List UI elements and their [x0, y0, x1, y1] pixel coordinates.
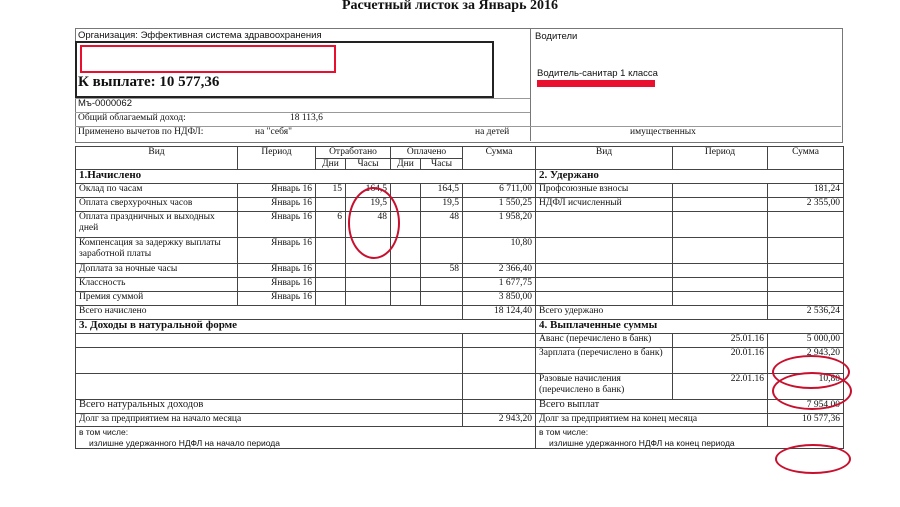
row-period: Январь 16: [238, 292, 316, 306]
row-days: 15: [316, 184, 346, 198]
row-sum: 1 677,75: [463, 278, 536, 292]
col-vid-2: Вид: [536, 147, 673, 170]
paid-period: 25.01.16: [673, 334, 768, 348]
col-days: Дни: [316, 158, 346, 170]
to-pay: К выплате: 10 577,36: [78, 74, 220, 90]
row-sum: 6 711,00: [463, 184, 536, 198]
row-period: Январь 16: [238, 278, 316, 292]
row-sum: 2 366,40: [463, 264, 536, 278]
row-phours: [421, 278, 463, 292]
col-phours: Часы: [421, 158, 463, 170]
empty-cell: [768, 264, 844, 278]
paid-sum: 2 943,20: [768, 348, 844, 374]
row-period: Январь 16: [238, 238, 316, 264]
empty-cell: [463, 334, 536, 348]
row-phours: [421, 238, 463, 264]
table-row: [76, 238, 844, 264]
empty-cell: [463, 374, 536, 400]
property-label: имущественных: [630, 127, 696, 137]
position: Водитель-санитар 1 класса: [537, 68, 658, 79]
accrued-total-value: 18 124,40: [463, 306, 536, 320]
row-phours: 19,5: [421, 198, 463, 212]
withheld-period: [673, 184, 768, 198]
row-name: Оплата сверхурочных часов: [76, 198, 238, 212]
row-pdays: [391, 264, 421, 278]
row-phours: 58: [421, 264, 463, 278]
col-period-2: Период: [673, 147, 768, 170]
row-hours: 48: [346, 212, 391, 238]
header-block: [75, 28, 843, 142]
empty-cell: [76, 348, 463, 374]
empty-cell: [463, 400, 536, 414]
payslip-table: [75, 146, 844, 449]
row-sum: 3 850,00: [463, 292, 536, 306]
paid-name: Зарплата (перечислено в банк): [536, 348, 673, 374]
debt-end-label: Долг за предприятием на конец месяца: [536, 414, 768, 427]
paid-sum: 10,80: [768, 374, 844, 400]
paid-period: 20.01.16: [673, 348, 768, 374]
annotation-oval-salary: [772, 372, 852, 410]
empty-cell: [768, 238, 844, 264]
row-pdays: [391, 184, 421, 198]
section-row: [76, 170, 844, 184]
paid-sum: 5 000,00: [768, 334, 844, 348]
row-days: 6: [316, 212, 346, 238]
table-row: [76, 278, 844, 292]
debt-start-label: Долг за предприятием на начало месяца: [76, 414, 463, 427]
col-vid: Вид: [76, 147, 238, 170]
table-header-row: [76, 147, 844, 159]
incl-end-label: в том числе:: [539, 427, 589, 437]
row-phours: 164,5: [421, 184, 463, 198]
incl-row: [76, 427, 844, 449]
table-row: [76, 264, 844, 278]
debt-end-value: 10 577,36: [768, 414, 844, 427]
deductions-label: Применено вычетов по НДФЛ:: [78, 127, 204, 137]
table-row: [76, 292, 844, 306]
empty-cell: [768, 212, 844, 238]
empty-cell: [536, 278, 673, 292]
natural-total-label: Всего натуральных доходов: [76, 400, 463, 414]
empty-cell: [673, 292, 768, 306]
row-name: Оклад по часам: [76, 184, 238, 198]
empty-cell: [768, 292, 844, 306]
table-row: [76, 212, 844, 238]
total-row: [76, 306, 844, 320]
empty-cell: [536, 292, 673, 306]
row-name: Оплата праздничных и выходных дней: [76, 212, 238, 238]
row-hours: [346, 264, 391, 278]
row-period: Январь 16: [238, 212, 316, 238]
paid-total-value: 7 954,00: [768, 400, 844, 414]
row-days: [316, 292, 346, 306]
withheld-name: НДФЛ исчисленный: [536, 198, 673, 212]
empty-cell: [536, 212, 673, 238]
redaction-mark: [537, 80, 655, 87]
empty-cell: [673, 264, 768, 278]
row-name: Доплата за ночные часы: [76, 264, 238, 278]
col-hours: Часы: [346, 158, 391, 170]
row-period: Январь 16: [238, 264, 316, 278]
col-paid: Оплачено: [391, 147, 463, 159]
section-row: [76, 320, 844, 334]
row-hours: [346, 292, 391, 306]
withheld-total-label: Всего удержано: [536, 306, 768, 320]
incl-start: [76, 427, 536, 449]
row-sum: 1 958,20: [463, 212, 536, 238]
row-period: Январь 16: [238, 184, 316, 198]
table-row: [76, 198, 844, 212]
table-row: [76, 184, 844, 198]
withheld-period: [673, 198, 768, 212]
col-sum-2: Сумма: [768, 147, 844, 170]
empty-cell: [463, 348, 536, 374]
row-pdays: [391, 292, 421, 306]
col-period: Период: [238, 147, 316, 170]
self-label: на "себя": [255, 127, 292, 137]
paid-name: Аванс (перечислено в банк): [536, 334, 673, 348]
taxable-label: Общий облагаемый доход:: [78, 113, 186, 123]
withheld-name: Профсоюзные взносы: [536, 184, 673, 198]
row-period: Январь 16: [238, 198, 316, 212]
row-hours: [346, 278, 391, 292]
withheld-total-value: 2 536,24: [768, 306, 844, 320]
row-name: Компенсация за задержку выплаты заработной платы: [76, 238, 238, 264]
org-label: Организация: Эффективная система здравоохранения: [78, 30, 322, 41]
paid-period: 22.01.16: [673, 374, 768, 400]
page-title: Расчетный листок за Январь 2016: [342, 0, 558, 13]
row-name: Премия суммой: [76, 292, 238, 306]
row-days: [316, 238, 346, 264]
tab-number: Мъ-0000062: [78, 98, 132, 109]
withheld-sum: 181,24: [768, 184, 844, 198]
debt-row: [76, 414, 844, 427]
incl-end-detail: излишне удержанного НДФЛ на конец периода: [549, 437, 735, 448]
empty-cell: [76, 374, 463, 400]
annotation-oval-hours: [348, 187, 400, 259]
empty-cell: [76, 334, 463, 348]
row-phours: [421, 292, 463, 306]
taxable-value: 18 113,6: [290, 113, 323, 123]
children-label: на детей: [475, 127, 510, 137]
empty-cell: [673, 278, 768, 292]
row-days: [316, 198, 346, 212]
row-days: [316, 278, 346, 292]
row-days: [316, 264, 346, 278]
col-pdays: Дни: [391, 158, 421, 170]
row-sum: 1 550,25: [463, 198, 536, 212]
empty-cell: [536, 264, 673, 278]
section-accrued: 1.Начислено: [76, 170, 536, 184]
incl-start-detail: излишне удержанного НДФЛ на начало периода: [89, 437, 280, 448]
paid-name: Разовые начисления (перечислено в банк): [536, 374, 673, 400]
col-sum: Сумма: [463, 147, 536, 170]
col-worked: Отработано: [316, 147, 391, 159]
table-row: [76, 334, 844, 348]
section-natural: 3. Доходы в натуральной форме: [76, 320, 536, 334]
row-pdays: [391, 278, 421, 292]
table-row: [76, 374, 844, 400]
row-sum: 10,80: [463, 238, 536, 264]
debt-start-value: 2 943,20: [463, 414, 536, 427]
table-row: [76, 348, 844, 374]
section-paid: 4. Выплаченные суммы: [536, 320, 844, 334]
paid-total-label: Всего выплат: [536, 400, 768, 414]
row-name: Классность: [76, 278, 238, 292]
row-hours: 19,5: [346, 198, 391, 212]
empty-cell: [536, 238, 673, 264]
empty-cell: [673, 212, 768, 238]
empty-cell: [673, 238, 768, 264]
department: Водители: [535, 31, 578, 42]
redaction-name: [80, 45, 336, 73]
annotation-oval-debt: [775, 444, 851, 474]
section-withheld: 2. Удержано: [536, 170, 844, 184]
row-hours: 164,5: [346, 184, 391, 198]
accrued-total-label: Всего начислено: [76, 306, 463, 320]
incl-start-label: в том числе:: [79, 427, 129, 437]
total-row: [76, 400, 844, 414]
withheld-sum: 2 355,00: [768, 198, 844, 212]
row-phours: 48: [421, 212, 463, 238]
empty-cell: [768, 278, 844, 292]
